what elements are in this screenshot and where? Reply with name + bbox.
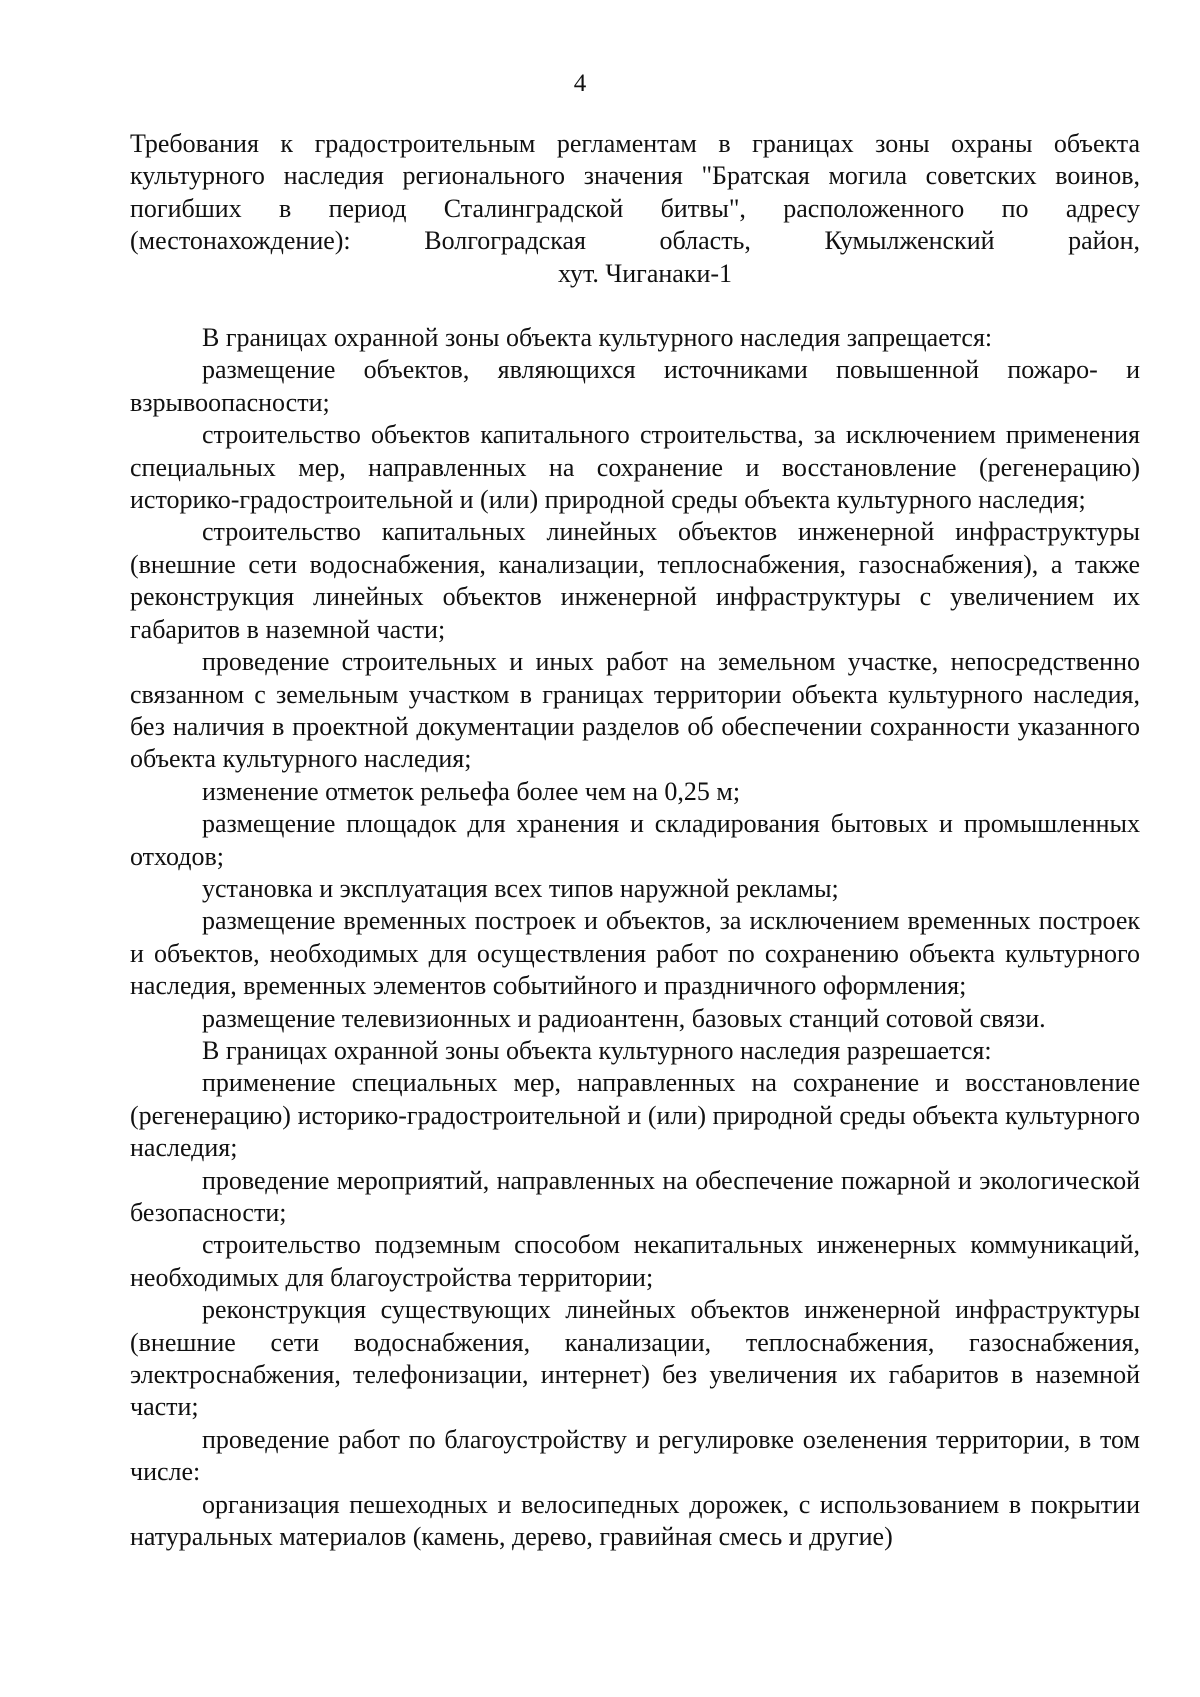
title-line: Требования к градостроительным регламентам в границах зоны охраны объекта	[130, 129, 1140, 158]
list-item: размещение временных построек и объектов, за исключением временных построек и объектов, необходимых для осуществления работ по сохранению объекта культурного наследия, временных элементов событийного и праздничного оформления;	[130, 906, 1140, 1001]
spacer	[130, 290, 1140, 322]
list-item: проведение работ по благоустройству и регулировке озеленения территории, в том числе:	[130, 1424, 1140, 1487]
page-number: 4	[573, 70, 587, 97]
list-item: размещение телевизионных и радиоантенн, базовых станций сотовой связи.	[202, 1003, 1046, 1033]
title-line: культурного наследия регионального значения "Братская могила советских воинов,	[130, 161, 1140, 191]
document-body	[130, 128, 1140, 1553]
list-item: установка и эксплуатация всех типов наружной рекламы;	[202, 873, 839, 903]
list-item: применение специальных мер, направленных на сохранение и восстановление (регенерацию) историко-градостроительной и (или) природной среды объекта культурного наследия;	[130, 1068, 1140, 1163]
title-line: (местонахождение): Волгоградская область, Кумылженский район,	[130, 226, 1140, 256]
list-item: строительство подземным способом некапитальных инженерных коммуникаций, необходимых для благоустройства территории;	[130, 1230, 1140, 1292]
list-item: изменение отметок рельефа более чем на 0,25 м;	[202, 776, 741, 806]
list-item: строительство объектов капитального строительства, за исключением применения специальных мер, направленных на сохранение и восстановление (регенерацию) историко-градостроительной и (или) природной среды объекта культурного наследия;	[130, 420, 1140, 515]
list-item: проведение строительных и иных работ на земельном участке, непосредственно связанном с земельным участком в границах территории объекта культурного наследия, без наличия в проектной документации разделов об обеспечении сохранности указанного объекта культурного наследия;	[130, 647, 1140, 774]
title-line: погибших в период Сталинградской битвы", расположенного по адресу	[130, 193, 1140, 223]
list-item: проведение мероприятий, направленных на обеспечение пожарной и экологической безопасности;	[130, 1165, 1140, 1227]
title-line: хут. Чиганаки-1	[557, 258, 733, 288]
list-item: организация пешеходных и велосипедных дорожек, с использованием в покрытии натуральных материалов (камень, дерево, гравийная смесь и другие)	[130, 1489, 1140, 1552]
document-title	[130, 128, 1140, 290]
list-item: размещение площадок для хранения и складирования бытовых и промышленных отходов;	[130, 809, 1140, 871]
list-item: строительство капитальных линейных объектов инженерной инфраструктуры (внешние сети водоснабжения, канализации, теплоснабжения, газоснабжения), а также реконструкция линейных объектов инженерной инфраструктуры с увеличением их габаритов в наземной части;	[130, 517, 1140, 644]
permitted-heading: В границах охранной зоны объекта культурного наследия разрешается:	[202, 1035, 992, 1065]
list-item: реконструкция существующих линейных объектов инженерной инфраструктуры (внешние сети водоснабжения, канализации, теплоснабжения, газоснабжения, электроснабжения, телефонизации, интернет) без увеличения их габаритов в наземной части;	[130, 1295, 1140, 1422]
prohibited-heading: В границах охранной зоны объекта культурного наследия запрещается:	[202, 323, 993, 353]
list-item: размещение объектов, являющихся источниками повышенной пожаро- и взрывоопасности;	[130, 355, 1140, 417]
